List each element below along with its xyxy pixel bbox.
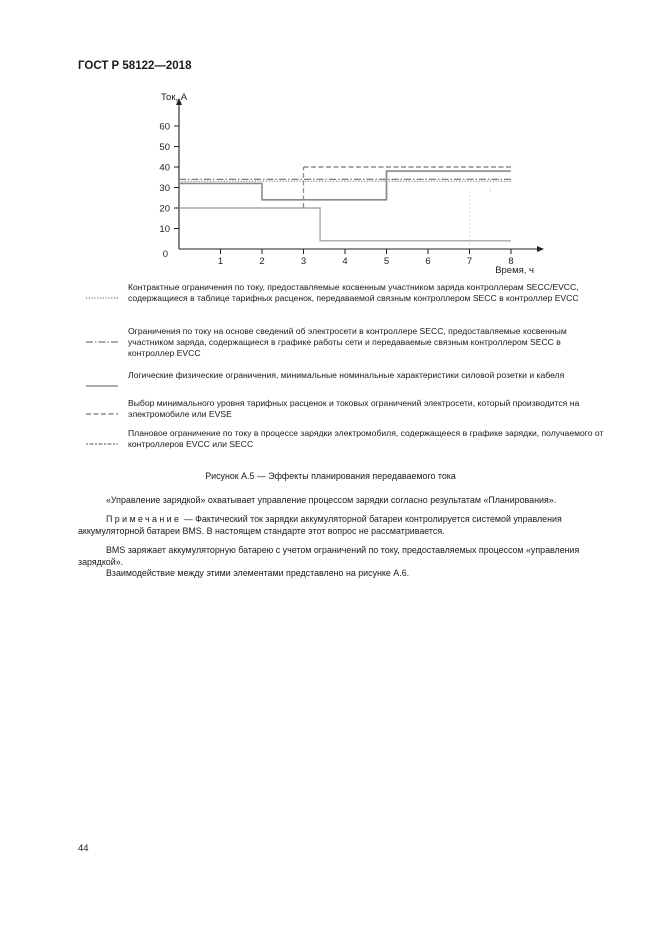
legend-item [84, 326, 604, 360]
x-tick-label: 7 [466, 256, 473, 267]
legend-swatch [84, 282, 122, 304]
x-tick-label: 2 [259, 256, 265, 267]
legend-swatch [84, 326, 122, 348]
legend-text: Контрактные ограничения по току, предоставляемые косвенным участником заряда контроллерам SECC/EVCC, содержащиеся в таблице тарифных расценок, передаваемой связным контроллером SECC в контроллер EVCC [128, 282, 579, 304]
legend-item [84, 398, 604, 420]
x-tick-label: 8 [508, 256, 514, 267]
legend-item [84, 428, 604, 450]
x-tick-label: 1 [217, 256, 224, 267]
legend-item [84, 370, 604, 392]
x-axis-arrow [537, 246, 544, 252]
note-text: — Фактический ток зарядки аккумуляторной батареи контролируется системой управления аккумуляторной батареи BMS. В настоящем стандарте этот вопрос не рассматривается. [78, 514, 562, 536]
origin-label: 0 [162, 249, 168, 260]
legend-item [84, 282, 604, 304]
standard-header: ГОСТ Р 58122—2018 [78, 60, 192, 72]
paragraph-bms: BMS заряжает аккумуляторную батарею с учетом ограничений по току, предоставляемых процессом «управления зарядкой». [78, 545, 580, 567]
y-axis-label: Ток, А [161, 92, 188, 103]
chart-axes [174, 98, 544, 254]
x-tick-label: 5 [383, 256, 390, 267]
legend-swatch [84, 398, 122, 420]
x-tick-label: 4 [342, 256, 348, 267]
legend-swatch [84, 370, 122, 392]
y-tick-label: 50 [159, 142, 170, 153]
x-axis-label: Время, ч [495, 265, 534, 276]
y-tick-label: 40 [159, 162, 170, 174]
note-paragraph [78, 514, 618, 537]
legend-text: Выбор минимального уровня тарифных расценок и токовых ограничений электросети, который производится на электромобиле или EVSE [128, 398, 580, 420]
y-tick-label: 20 [159, 203, 170, 215]
series-planned-limit [179, 208, 511, 241]
y-tick-label: 10 [159, 224, 170, 235]
x-tick-label: 3 [300, 256, 307, 267]
legend-swatch [84, 428, 122, 450]
series-physical-limit [179, 171, 511, 200]
legend-text: Плановое ограничение по току в процессе зарядки электромобиля, содержащееся в графике зарядки, получаемого от контроллеров EVCC или SECC [128, 428, 604, 450]
legend-text: Логические физические ограничения, минимальные номинальные характеристики силовой розетки и кабеля [128, 370, 565, 380]
page-number: 44 [78, 843, 89, 854]
x-tick-label: 6 [425, 256, 431, 267]
y-tick-label: 30 [159, 183, 170, 194]
paragraph-interaction: Взаимодействие между этими элементами представлено на рисунке А.6. [106, 568, 410, 578]
figure-caption: Рисунок А.5 — Эффекты планирования передаваемого тока [205, 471, 456, 481]
chart-series [179, 167, 511, 245]
y-tick-label: 60 [159, 121, 170, 133]
note-label: Примечание [106, 514, 182, 524]
current-limits-chart [0, 0, 661, 290]
paragraph-charging-control: «Управление зарядкой» охватывает управление процессом зарядки согласно результатам «Планирования». [106, 495, 557, 505]
legend-text: Ограничения по току на основе сведений об электросети в контроллере SECC, предоставляемые косвенным участником заряда, содержащиеся в графике работы сети и передаваемые связным контроллером SECC в контроллер EVCC [128, 326, 567, 359]
